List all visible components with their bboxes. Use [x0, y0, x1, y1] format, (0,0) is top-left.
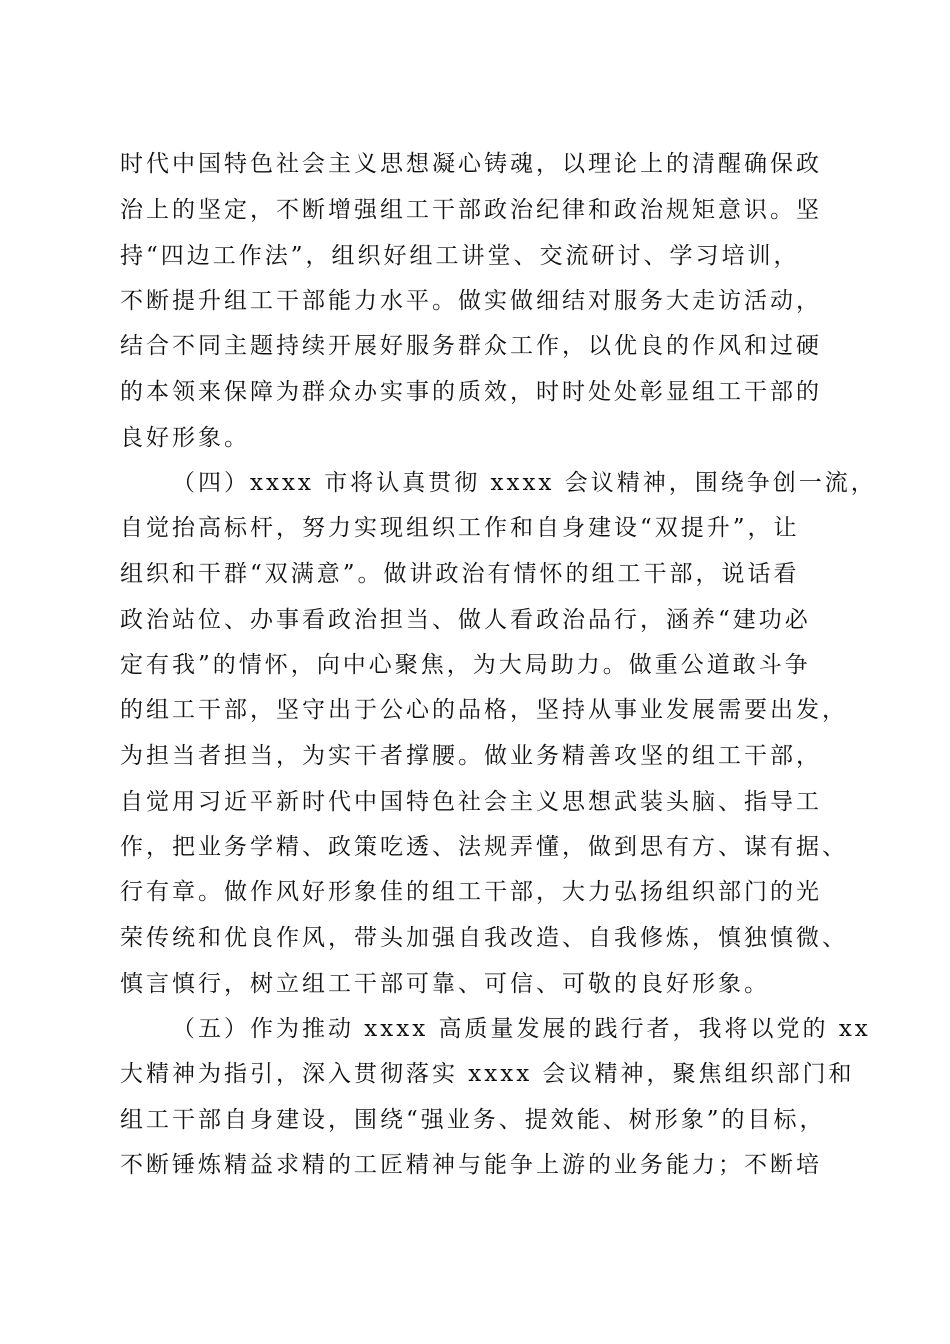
text-line: 大精神为指引，深入贯彻落实 xxxx 会议精神，聚焦组织部门和	[120, 1061, 855, 1087]
text-line: 组工干部自身建设，围绕“强业务、提效能、树形象”的目标，	[120, 1107, 826, 1133]
text-line: 不断提升组工干部能力水平。做实做细结对服务大走访活动，	[120, 288, 822, 314]
text-line: 结合不同主题持续开展好服务群众工作，以优良的作风和过硬	[120, 333, 822, 359]
text-line: 自觉用习近平新时代中国特色社会主义思想武装头脑、指导工	[120, 789, 822, 815]
text-line: 时代中国特色社会主义思想凝心铸魂，以理论上的清醒确保政	[120, 151, 822, 177]
paragraph-four-start: （四）xxxx 市将认真贯彻 xxxx 会议精神，围绕争创一流，	[172, 470, 877, 496]
text-line: 的组工干部，坚守出于公心的品格，坚持从事业发展需要出发，	[120, 697, 848, 723]
text-line: 持“四边工作法”，组织好组工讲堂、交流研讨、学习培训，	[120, 243, 800, 269]
text-line: 良好形象。	[120, 425, 250, 451]
text-line: 定有我”的情怀，向中心聚焦，为大局助力。做重公道敢斗争	[120, 652, 811, 678]
text-line: 组织和干群“双满意”。做讲政治有情怀的组工干部，说话看	[120, 561, 800, 587]
text-line: 行有章。做作风好形象佳的组工干部，大力弘扬组织部门的光	[120, 879, 822, 905]
text-line: 政治站位、办事看政治担当、做人看政治品行，涵养“建功必	[120, 607, 811, 633]
text-line: 不断锤炼精益求精的工匠精神与能争上游的业务能力；不断培	[120, 1152, 822, 1178]
paragraph-five-start: （五）作为推动 xxxx 高质量发展的践行者，我将以党的 xx	[172, 1016, 871, 1042]
text-line: 为担当者担当，为实干者撑腰。做业务精善攻坚的组工干部，	[120, 743, 822, 769]
text-line: 作，把业务学精、政策吃透、法规弄懂，做到思有方、谋有据、	[120, 834, 848, 860]
text-line: 自觉抬高标杆，努力实现组织工作和自身建设“双提升”，让	[120, 515, 800, 541]
text-line: 的本领来保障为群众办实事的质效，时时处处彰显组工干部的	[120, 379, 822, 405]
text-line: 荣传统和优良作风，带头加强自我改造、自我修炼，慎独慎微、	[120, 925, 848, 951]
text-line: 慎言慎行，树立组工干部可靠、可信、可敬的良好形象。	[120, 971, 770, 997]
text-line: 治上的坚定，不断增强组工干部政治纪律和政治规矩意识。坚	[120, 197, 822, 223]
